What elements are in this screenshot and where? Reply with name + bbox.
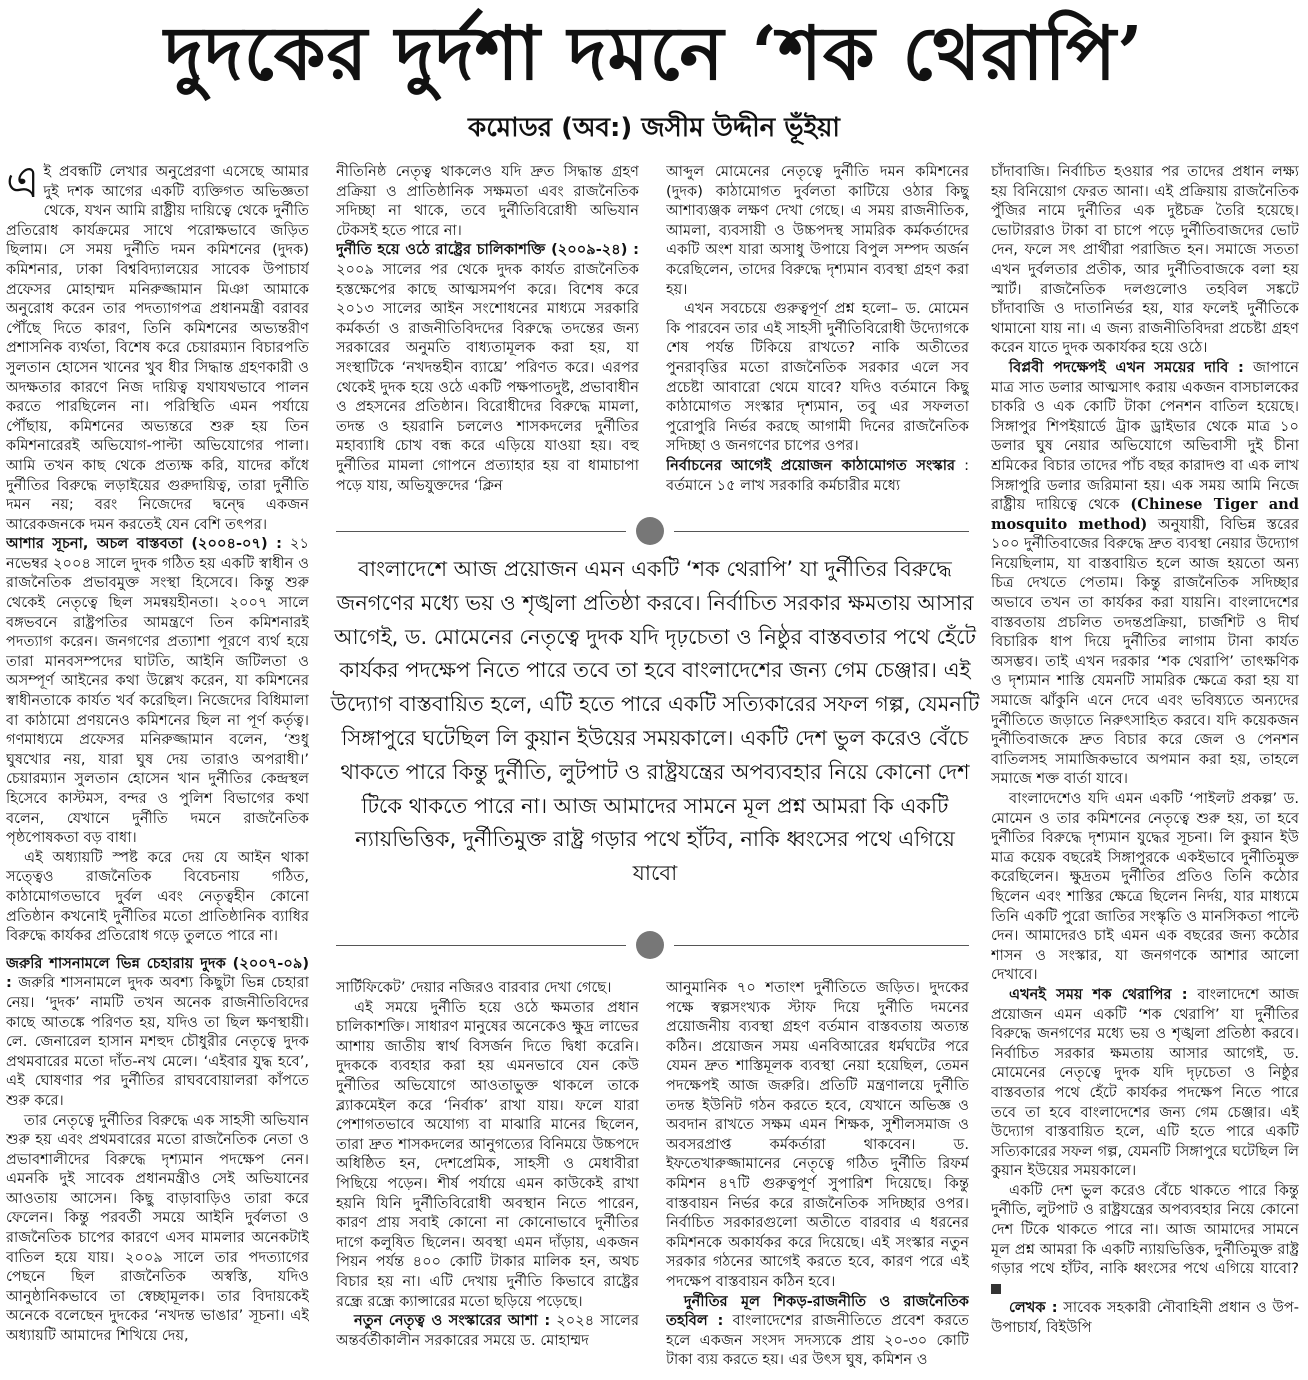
pull-quote: বাংলাদেশে আজ প্রয়োজন এমন একটি ‘শক থেরাপি’ যা দুর্নীতির বিরুদ্ধে জনগণের মধ্যে ভয় ও শৃঙ্খলা প্রতিষ্ঠা করবে। নির্বাচিত সরকার ক্ষমতায় আসার আগেই, ড. মোমেনের নেতৃত্বে দুদক যদি দৃঢ়চেতা ও নিষ্ঠুর বাস্তবতার পথে হেঁটে কার্যকর পদক্ষেপ নিতে পারে তবে তা হবে বাংলাদেশের জন্য গেম চেঞ্জার। এই উদ্যোগ বাস্তবায়িত হলে, এটি হতে পারে একটি সত্যিকারের সফল গল্প, যেমনটি সিঙ্গাপুরে ঘটেছিল লি কুয়ান ইউয়ের সময়কালে। একটি দেশ ভুল করেও বেঁচে থাকতে পারে কিন্তু দুর্নীতি, লুটপাট ও রাষ্ট্রযন্ত্রের অপব্যবহার নিয়ে কোনো দেশ টিকে থাকতে পারে না। আজ আমাদের সামনে মূল প্রশ্ন আমরা কি একটি ন্যায়ভিত্তিক, দুর্নীতিমুক্ত রাষ্ট্র গড়ার পথে হাঁটব, নাকি ধ্বংসের পথে এগিয়ে যাবো xyxy=(330,557,980,886)
paragraph: নির্বাচনের আগেই প্রয়োজন কাঠামোগত সংস্কার : বর্তমানে ১৫ লাখ সরকারি কর্মচারীর মধ্যে xyxy=(666,456,969,494)
author-label: লেখক : xyxy=(1009,1299,1058,1317)
divider-top-left xyxy=(336,531,626,532)
end-mark-icon xyxy=(991,1284,1001,1294)
paragraph: আশার সূচনা, অচল বাস্তবতা (২০০৪-০৭) : ২১ নভেম্বর ২০০৪ সালে দুদক গঠিত হয় একটি স্বাধীন ও রাজনৈতিক প্রভাবমুক্ত সংস্থা হিসেবে। কিন্তু শুরু থেকেই নেতৃত্বে ছিল সমন্বয়হীনতা। ২০০৭ সালে বঙ্গভবনে রাষ্ট্রপতির আমন্ত্রণে তিন কমিশনারই পদত্যাগ করেন। জনগণের প্রত্যাশা পূরণে ব্যর্থ হয়ে তারা মানবসম্পদের ঘাটতি, আইনি জটিলতা ও অসম্পূর্ণ আইনের কথা উল্লেখ করেন, যা কমিশনের স্বাধীনতাকে কার্যত খর্ব করেছিল। নিজেদের বিধিমালা বা কাঠামো প্রণয়নেও কমিশনের ছিল না পূর্ণ কর্তৃত্ব। গণমাধ্যমে প্রফেসর মনিরুজ্জামান বলেন, ‘শুধু ঘুষখোর নয়, যারা ঘুষ দেয় তারাও অপরাধী।’ চেয়ারম্যান সুলতান হোসেন খান দুর্নীতির কেন্দ্রস্থল হিসেবে কাস্টমস, বন্দর ও পুলিশ বিভাগের কথা বলেন, যেখানে দুর্নীতি দমনে রাজনৈতিক পৃষ্ঠপোষকতা বড় বাধা। xyxy=(6,535,309,847)
divider-dot xyxy=(636,931,664,959)
byline: কমোডর (অব:) জসীম উদ্দীন ভূঁইয়া xyxy=(468,113,840,143)
subheading: এখনই সময় শক থেরাপির : xyxy=(1009,985,1188,1003)
paragraph: আব্দুল মোমেনের নেতৃত্বে দুর্নীতি দমন কমিশনের (দুদক) কাঠামোগত দুর্বলতা কাটিয়ে ওঠার কিছু আশাব্যঞ্জক লক্ষণ দেখা গেছে। এ সময় রাজনীতিক, আমলা, ব্যবসায়ী ও উচ্চপদস্থ সামরিক কর্মকর্তাদের একটি অংশ যারা অসাধু উপায়ে বিপুল সম্পদ অর্জন করেছিলেন, তাদের বিরুদ্ধে দৃশ্যমান ব্যবস্থা গ্রহণ করা হয়। xyxy=(666,163,969,298)
subheading: নির্বাচনের আগেই প্রয়োজন কাঠামোগত সংস্কার xyxy=(666,456,956,474)
divider-top-right xyxy=(674,531,969,532)
drop-cap: এ xyxy=(6,162,40,208)
divider-bottom-left xyxy=(336,945,626,946)
paragraph: এই অধ্যায়টি স্পষ্ট করে দেয় যে আইন থাকা সত্ত্বেও রাজনৈতিক বিবেচনায় গঠিত, কাঠামোগতভাবে দুর্বল এবং নেতৃত্বহীন কোনো প্রতিষ্ঠান কখনোই দুর্নীতির মতো প্রাতিষ্ঠানিক ব্যাধির বিরুদ্ধে কার্যকর প্রতিরোধ গড়ে তুলতে পারে না। xyxy=(6,848,309,945)
paragraph: দুর্নীতির মূল শিকড়-রাজনীতি ও রাজনৈতিক তহবিল : বাংলাদেশের রাজনীতিতে প্রবেশ করতে হলে একজন সংসদ সদস্যকে প্রায় ২০-৩০ কোটি টাকা ব্যয় করতে হয়। এর উৎস ঘুষ, কমিশন ও xyxy=(666,1292,969,1369)
paragraph: আনুমানিক ৭০ শতাংশ দুর্নীতিতে জড়িত। দুদকের পক্ষে স্বল্পসংখ্যক স্টাফ দিয়ে দুর্নীতি দমনের প্রয়োজনীয় ব্যবস্থা গ্রহণ বর্তমান বাস্তবতায় অত্যন্ত কঠিন। প্রয়োজন সময় এনবিআরের ধর্মঘটের পরে যেমন দ্রুত শাস্তিমূলক ব্যবস্থা নেয়া হয়েছিল, তেমন পদক্ষেপই আজ জরুরি। প্রতিটি মন্ত্রণালয়ে দুর্নীতি তদন্ত ইউনিট গঠন করতে হবে, যেখানে অভিজ্ঞ ও অবদান রাখতে সক্ষম এমন শিক্ষক, সুশীলসমাজ ও অবসরপ্রাপ্ত কর্মকর্তারা থাকবেন। ড. ইফতেখারুজ্জামানের নেতৃত্বে গঠিত দুর্নীতি রিফর্ম কমিশন ৪৭টি গুরুত্বপূর্ণ সুপারিশ দিয়েছে। কিন্তু বাস্তবায়ন নির্ভর করে রাজনৈতিক সদিচ্ছার ওপর। নির্বাচিত সরকারগুলো অতীতে বারবার এ ধরনের কমিশনকে অকার্যকর করে দিয়েছে। এই সংস্কার নতুন সরকার গঠনের আগেই করতে হবে, কারণ পরে এই পদক্ষেপ বাস্তবায়ন কঠিন হবে। xyxy=(666,979,969,1290)
author-note: লেখক : সাবেক সহকারী নৌবাহিনী প্রধান ও উপ-উপাচার্য, বিইউপি xyxy=(991,1299,1299,1337)
column-2-bottom xyxy=(336,978,639,1373)
paragraph: এখনই সময় শক থেরাপির : বাংলাদেশে আজ প্রয়োজন এমন একটি ‘শক থেরাপি’ যা দুর্নীতির বিরুদ্ধে জনগণের মধ্যে ভয় ও শৃঙ্খলা প্রতিষ্ঠা করবে। নির্বাচিত সরকার ক্ষমতায় আসার আগেই, ড. মোমেনের নেতৃত্বে দুদক যদি দৃঢ়চেতা ও নিষ্ঠুর বাস্তবতার পথে হেঁটে কার্যকর পদক্ষেপ নিতে পারে তবে তা হবে বাংলাদেশের জন্য গেম চেঞ্জার। এই উদ্যোগ বাস্তবায়িত হলে, এটি হতে পারে একটি সত্যিকারের সফল গল্প, যেমনটি সিঙ্গাপুরে ঘটেছিল লি কুয়ান ইউয়ের সময়কালে। xyxy=(991,985,1299,1180)
paragraph: নতুন নেতৃত্ব ও সংস্কারের আশা : ২০২৪ সালের অন্তর্বর্তীকালীন সরকারের সময়ে ড. মোহাম্মদ xyxy=(336,1312,639,1349)
column-1 xyxy=(6,162,309,1372)
paragraph: তার নেতৃত্বে দুর্নীতির বিরুদ্ধে এক সাহসী অভিযান শুরু হয় এবং প্রথমবারের মতো রাজনৈতিক নেতা ও প্রভাবশালীদের বিরুদ্ধে দৃশ্যমান পদক্ষেপ নেন। এমনকি দুই সাবেক প্রধানমন্ত্রীও সেই অভিযানের আওতায় আসেন। কিছু বাড়াবাড়িও তারা করে ফেলেন। কিন্তু পরবর্তী সময়ে আইনি দুর্বলতা ও রাজনৈতিক চাপের কারণে এসব মামলার অনেকটাই বাতিল হয়ে যায়। ২০০৯ সালে তার পদত্যাগের পেছনে ছিল রাজনৈতিক অস্বস্তি, যদিও আনুষ্ঠানিকভাবে তা স্বেচ্ছামূলক। তার বিদায়কেই অনেকে বলেছেন দুদকের ‘নখদন্ত ভাঙার’ সূচনা। এই অধ্যায়টি আমাদের শিখিয়ে দেয়, xyxy=(6,1111,309,1345)
subheading: বিপ্লবী পদক্ষেপই এখন সময়ের দাবি : xyxy=(1009,358,1244,376)
subheading: আশার সূচনা, অচল বাস্তবতা (২০০৪-০৭) : xyxy=(6,535,282,553)
column-2-top xyxy=(336,162,639,499)
subheading: নতুন নেতৃত্ব ও সংস্কারের আশা : xyxy=(354,1312,551,1330)
english-term: (Chinese Tiger and mosquito method) xyxy=(991,496,1299,533)
paragraph: বিপ্লবী পদক্ষেপই এখন সময়ের দাবি : জাপানে মাত্র সাত ডলার আত্মসাৎ করায় একজন বাসচালকের চাকরি ও এক কোটি টাকা পেনশন বাতিল হয়েছে। সিঙ্গাপুর শিপইয়ার্ডে ট্রাক ড্রাইভার থেকে মাত্র ১০ ডলার ঘুষ নেয়ার অভিযোগে অভিবাসী দুই চীনা শ্রমিকের বিচার তাদের পাঁচ বছর কারাদণ্ড বা এক লাখ সিঙ্গাপুরি ডলার জরিমানা হয়। এক সময় আমি নিজে রাষ্ট্রীয় দায়িত্বে থেকে (Chinese Tiger and mosquito method) অনুযায়ী, বিভিন্ন স্তরের ১০০ দুর্নীতিবাজের বিরুদ্ধে দ্রুত ব্যবস্থা নেয়ার উদ্যোগ নিয়েছিলাম, যা বাস্তবায়িত হলে আজ হয়তো অন্য চিত্র দেখতে পেতাম। কিন্তু রাজনৈতিক সদিচ্ছার অভাবে তখন তা কার্যকর করা যায়নি। বাংলাদেশের বাস্তবতায় প্রচলিত তদন্তপ্রক্রিয়া, চার্জশিট ও দীর্ঘ বিচারিক ধাপ দিয়ে দুর্নীতির লাগাম টানা কার্যত অসম্ভব। তাই এখন দরকার ‘শক থেরাপি’ তাৎক্ষণিক ও দৃশ্যমান শাস্তি যেমনটি সামরিক ক্ষেত্রে করা হয় যা সমাজে ঝাঁকুনি এনে দেবে এবং ভবিষ্যতে অন্যদের দুর্নীতিতে জড়াতে নিরুৎসাহিত করবে। যদি কয়েকজন দুর্নীতিবাজকে দ্রুত বিচার করে জেল ও পেনশন বাতিলসহ সামাজিকভাবে অপমান করা হয়, তাহলে সমাজে শক্ত বার্তা যাবে। xyxy=(991,358,1299,788)
paragraph: বাংলাদেশেও যদি এমন একটি ‘পাইলট প্রকল্প’ ড. মোমেন ও তার কমিশনের নেতৃত্বে শুরু হয়, তা হবে দুর্নীতির বিরুদ্ধে দৃশ্যমান যুদ্ধের সূচনা। লি কুয়ান ইউ মাত্র কয়েক বছরেই সিঙ্গাপুরকে একইভাবে দুর্নীতিমুক্ত করেছিলেন। ক্ষুদ্রতম দুর্নীতির প্রতিও তিনি কঠোর ছিলেন এবং শাস্তির ক্ষেত্রে ছিলেন নির্দয়, যার মাধ্যমে তিনি একটি পুরো জাতির সংস্কৃতি ও মানসিকতা পাল্টে দেন। আমাদেরও চাই এমন এক বছরের জন্য কঠোর শাসন ও সংস্কার, যা জনগণকে আশার আলো দেখাবে। xyxy=(991,790,1299,984)
subheading: দুর্নীতির মূল শিকড়-রাজনীতি ও রাজনৈতিক তহবিল : xyxy=(666,1292,969,1330)
divider-bottom-right xyxy=(674,945,969,946)
column-3-top xyxy=(666,162,969,499)
paragraph: সার্টিফিকেট’ দেয়ার নজিরও বারবার দেখা গেছে। xyxy=(336,979,612,996)
paragraph: একটি দেশ ভুল করেও বেঁচে থাকতে পারে কিন্তু দুর্নীতি, লুটপাট ও রাষ্ট্রযন্ত্রের অপব্যবহার নিয়ে কোনো দেশ টিকে থাকতে পারে না। আজ আমাদের সামনে মূল প্রশ্ন আমরা কি একটি ন্যায়ভিত্তিক, দুর্নীতিমুক্ত রাষ্ট্র গড়ার পথে হাঁটব, নাকি ধ্বংসের পথে এগিয়ে যাবো? xyxy=(991,1181,1299,1299)
paragraph: দুর্নীতি হয়ে ওঠে রাষ্ট্রের চালিকাশক্তি (২০০৯-২৪) : ২০০৯ সালের পর থেকে দুদক কার্যত রাজনৈতিক হস্তক্ষেপের কাছে আত্মসমর্পণ করে। বিশেষ করে ২০১৩ সালের আইন সংশোধনের মাধ্যমে সরকারি কর্মকর্তা ও রাজনীতিবিদদের বিরুদ্ধে তদন্তের জন্য সরকারের অনুমতি বাধ্যতামূলক করা হয়, যা সংস্থাটিকে ‘নখদন্তহীন ব্যাঘ্রে’ পরিণত করে। এরপর থেকেই দুদক হয়ে ওঠে একটি পক্ষপাতদুষ্ট, প্রভাবাধীন ও প্রহসনের প্রতিষ্ঠান। বিরোধীদের বিরুদ্ধে মামলা, তদন্ত ও হয়রানি চললেও শাসকদলের দুর্নীতির মহাব্যাধি চোখ বন্ধ করে এড়িয়ে যাওয়া হয়। বহু দুর্নীতির মামলা গোপনে প্রত্যাহার হয় বা ধামাচাপা পড়ে যায়, অভিযুক্তদের ‘ক্লিন xyxy=(336,241,639,494)
paragraph: এই সময়ে দুর্নীতি হয়ে ওঠে ক্ষমতার প্রধান চালিকাশক্তি। সাধারণ মানুষের অনেকেও ক্ষুদ্র লাভের আশায় জাতীয় স্বার্থ বিসর্জন দিতে দ্বিধা করেনি। দুদককে ব্যবহার করা হয় এমনভাবে যেন কেউ দুর্নীতির অভিযোগে আওতাভুক্ত থাকলে তাকে ব্ল্যাকমেইল করে ‘নির্বাক’ রাখা যায়। ফলে যারা পেশাগতভাবে অযোগ্য বা মাঝারি মানের ছিলেন, তারা দ্রুত শাসকদলের আনুগত্যের বিনিময়ে উচ্চপদে অধিষ্ঠিত হন, দেশপ্রেমিক, সাহসী ও মেধাবীরা পিছিয়ে পড়েন। শীর্ষ পর্যায়ে এমন কাউকেই রাখা হয়নি যিনি দুর্নীতিবিরোধী অবস্থান নিতে পারেন, কারণ প্রায় সবাই কোনো না কোনোভাবে দুর্নীতির দাগে কলুষিত ছিলেন। অবস্থা এমন দাঁড়ায়, একজন পিয়ন পর্যন্ত ৪০০ কোটি টাকার মালিক হন, অথচ বিচার হয় না। এটি দেখায় দুর্নীতি কিভাবে রাষ্ট্রের রন্ধ্রে রন্ধ্রে ক্যান্সারের মতো ছড়িয়ে পড়েছে। xyxy=(336,998,639,1310)
column-3-bottom xyxy=(666,978,969,1373)
paragraph: এই প্রবন্ধটি লেখার অনুপ্রেরণা এসেছে আমার দুই দশক আগের একটি ব্যক্তিগত অভিজ্ঞতা থেকে, যখন আমি রাষ্ট্রীয় দায়িত্বে থেকে দুর্নীতি প্রতিরোধ কার্যক্রমের সাথে পরোক্ষভাবে জড়িত ছিলাম। সে সময় দুর্নীতি দমন কমিশনের (দুদক) কমিশনার, ঢাকা বিশ্ববিদ্যালয়ের সাবেক উপাচার্য প্রফেসর মোহাম্মদ মনিরুজ্জামান মিঞা আমাকে অনুরোধ করেন তার পদত্যাগপত্র প্রধানমন্ত্রী বরাবর পৌঁছে দিতে কারণ, তিনি কমিশনের অভ্যন্তরীণ প্রশাসনিক ব্যর্থতা, বিশেষ করে চেয়ারম্যান বিচারপতি সুলতান হোসেন খানের খুব ধীর সিদ্ধান্ত গ্রহণকারী ও অদক্ষতার কারণে নিজ দায়িত্ব যথাযথভাবে পালন করতে পারছিলেন না। পরিস্থিতি এমন পর্যায়ে পৌঁছায়, কমিশনের অভ্যন্তরে শুরু হয় তিন কমিশনারেরই অভিযোগ-পাল্টা অভিযোগের পালা। আমি তখন কাছ থেকে প্রত্যক্ষ করি, যাদের কাঁধে দুর্নীতির বিরুদ্ধে লড়াইয়ের গুরুদায়িত্ব, তারা দুর্নীতি দমন নয়; বরং নিজেদের দ্বন্দ্বে একজন আরেকজনকে দমন করতেই যেন বেশি তৎপর। xyxy=(6,162,309,533)
headline: দুদকের দুর্দশা দমনে ‘শক থেরাপি’ xyxy=(164,11,1144,97)
paragraph: এখন সবচেয়ে গুরুত্বপূর্ণ প্রশ্ন হলো– ড. মোমেন কি পারবেন তার এই সাহসী দুর্নীতিবিরোধী উদ্যোগকে শেষ পর্যন্ত টিকিয়ে রাখতে? নাকি অতীতের পুনরাবৃত্তির মতো রাজনৈতিক সরকার এলে সব প্রচেষ্টা আবারো থেমে যাবে? যদিও বর্তমানে কিছু কাঠামোগত সংস্কার দৃশ্যমান, তবু এর সফলতা পুরোপুরি নির্ভর করছে আগামী দিনের রাজনৈতিক সদিচ্ছা ও জনগণের চাপের ওপর। xyxy=(666,300,969,455)
paragraph: জরুরি শাসনামলে ভিন্ন চেহারায় দুদক (২০০৭-০৯) : জরুরি শাসনামলে দুদক অবশ্য কিছুটা ভিন্ন চেহারা নেয়। ‘দুদক’ নামটি তখন অনেক রাজনীতিবিদের কাছে আতঙ্কে পরিণত হয়, যদিও তা ছিল ক্ষণস্থায়ী। লে. জেনারেল হাসান মশহুদ চৌধুরীর নেতৃত্বে দুদক প্রথমবারের মতো দাঁত-নখ মেলে। ‘এইবার যুদ্ধ হবে’, এই ঘোষণার পর দুর্নীতির রাঘববোয়ালরা কাঁপতে শুরু করে। xyxy=(6,954,309,1109)
subheading: জরুরি শাসনামলে ভিন্ন চেহারায় দুদক (২০০৭-০৯) : xyxy=(6,954,309,992)
divider-dot xyxy=(636,517,664,545)
subheading: দুর্নীতি হয়ে ওঠে রাষ্ট্রের চালিকাশক্তি (২০০৯-২৪) : xyxy=(336,241,639,259)
column-4 xyxy=(991,162,1299,1372)
paragraph: চাঁদাবাজি। নির্বাচিত হওয়ার পর তাদের প্রধান লক্ষ্য হয় বিনিয়োগ ফেরত আনা। এই প্রক্রিয়ায় রাজনৈতিক পুঁজির নামে দুর্নীতির এক দুষ্টচক্র তৈরি হয়েছে। ভোটাররাও টাকা বা চাপে পড়ে দুর্নীতিবাজদের ভোট দেন, ফলে সৎ প্রার্থীরা পরাজিত হন। সমাজে সততা এখন দুর্বলতার প্রতীক, আর দুর্নীতিবাজকে বলা হয় স্মার্ট। রাজনৈতিক দলগুলোও তহবিল সঙ্কটে চাঁদাবাজি ও দাতানির্ভর হয়, যার ফলেই দুর্নীতিকে থামানো যায় না। এ জন্য রাজনীতিবিদরা প্রচেষ্টা গ্রহণ করেন যাতে দুদক অকার্যকর হয়ে ওঠে। xyxy=(991,163,1299,357)
paragraph: নীতিনিষ্ঠ নেতৃত্ব থাকলেও যদি দ্রুত সিদ্ধান্ত গ্রহণ প্রক্রিয়া ও প্রাতিষ্ঠানিক সক্ষমতা এবং রাজনৈতিক সদিচ্ছা না থাকে, তবে দুর্নীতিবিরোধী অভিযান টেকসই হতে পারে না। xyxy=(336,163,639,239)
